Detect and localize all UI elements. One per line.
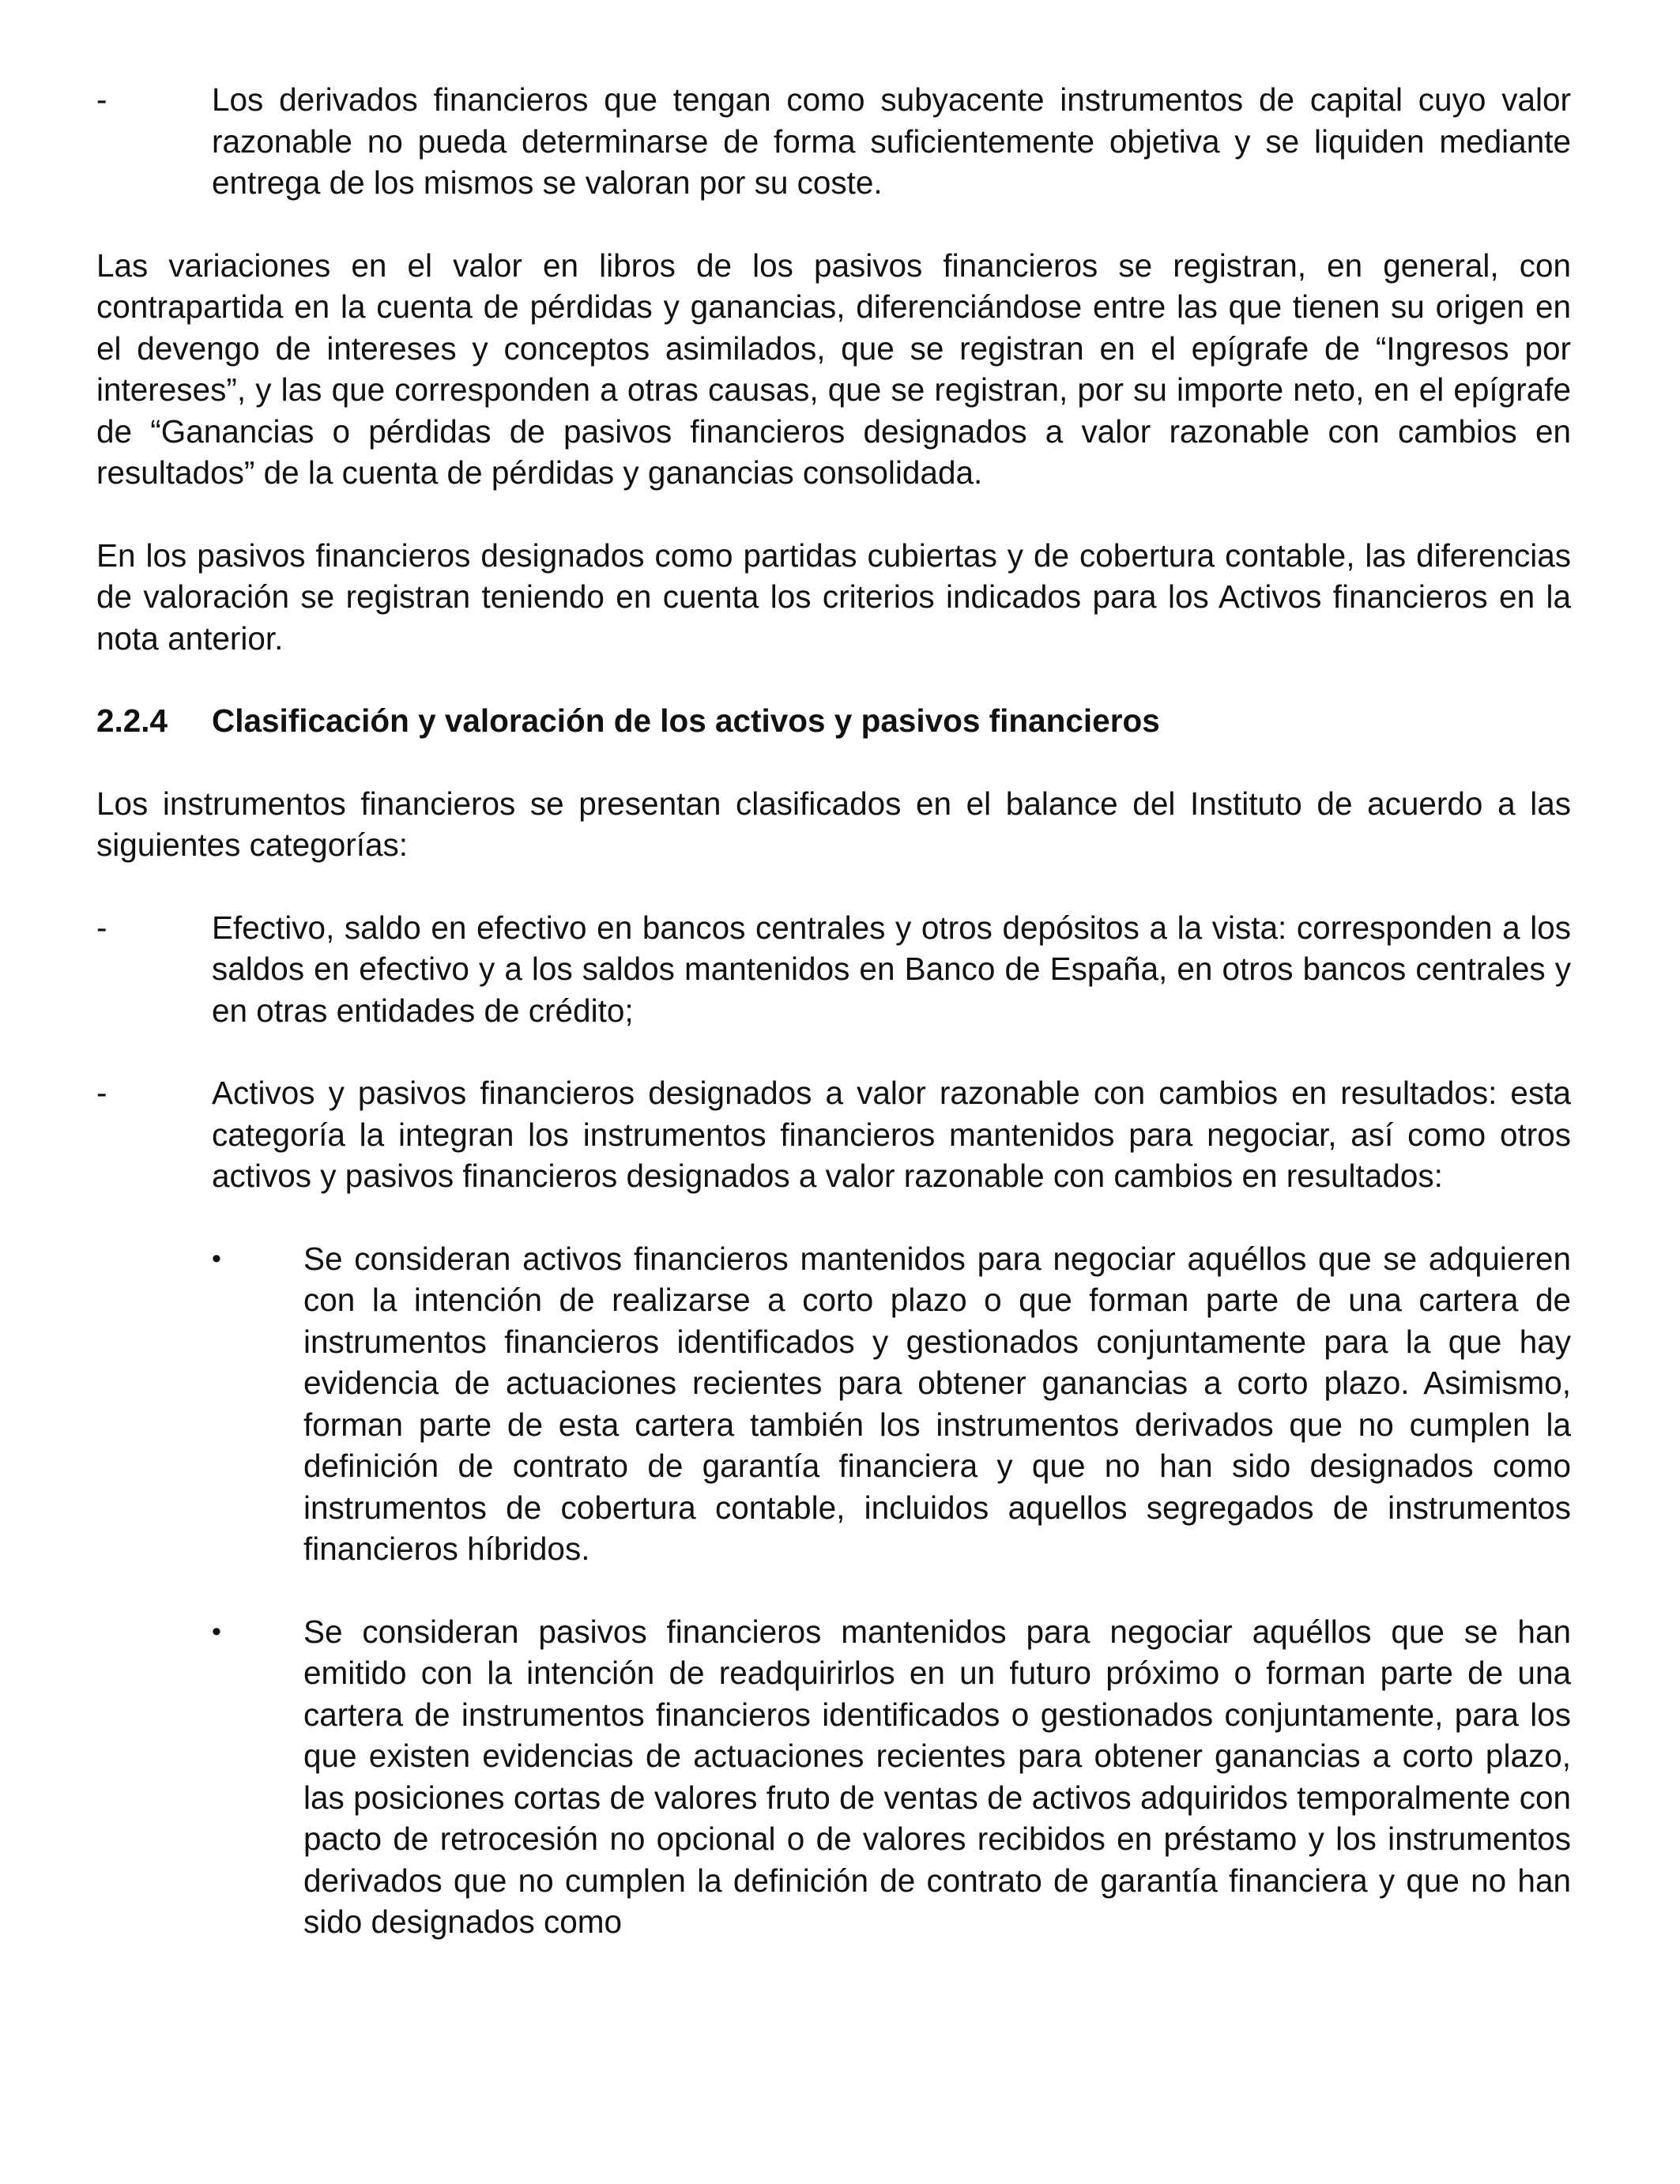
dash-marker: - [96, 909, 107, 946]
section-number: 2.2.4 [96, 702, 168, 739]
bullet-item-text: Se consideran pasivos financieros mantenidos para negociar aquéllos que se han emitido con la intención de readquirirlos en un futuro próximo o forman parte de una cartera de instrumentos financieros identificados o gestionados conjuntamente, para los que existen evidencias de actuaciones recientes para obtener ganancias a corto plazo, las posiciones cortas de valores fruto de ventas de activos adquiridos temporalmente con pacto de retrocesión no opcional o de valores recibidos en préstamo y los instrumentos derivados que no cumplen la definición de contrato de garantía financiera y que no han sido designados como [303, 1613, 1571, 1940]
document-body [96, 79, 1571, 1943]
list-item-derivados [96, 79, 1571, 204]
paragraph-intro: Los instrumentos financieros se presentan clasificados en el balance del Instituto de acuerdo a las siguientes categorías: [96, 785, 1571, 863]
list-item-efectivo [96, 907, 1571, 1032]
bullet-item-activos [96, 1238, 1571, 1570]
section-title: Clasificación y valoración de los activos y pasivos financieros [212, 702, 1160, 739]
paragraph-cobertura: En los pasivos financieros designados como partidas cubiertas y de cobertura contable, las diferencias de valoración se registran teniendo en cuenta los criterios indicados para los Activos financieros en la nota anterior. [96, 537, 1571, 657]
list-item-text: Activos y pasivos financieros designados a valor razonable con cambios en resultados: esta categoría la integran los instrumentos financieros mantenidos para negociar, así como otros activos y pasivos financieros designados a valor razonable con cambios en resultados: [212, 1075, 1571, 1194]
section-heading [96, 700, 1571, 742]
bullet-marker: • [212, 1616, 221, 1647]
bullet-item-text: Se consideran activos financieros mantenidos para negociar aquéllos que se adquieren con la intención de realizarse a corto plazo o que forman parte de una cartera de instrumentos financieros identificados y gestionados conjuntamente para la que hay evidencia de actuaciones recientes para obtener ganancias a corto plazo. Asimismo, forman parte de esta cartera también los instrumentos derivados que no cumplen la definición de contrato de garantía financiera y que no han sido designados como instrumentos de cobertura contable, incluidos aquellos segregados de instrumentos financieros híbridos. [303, 1240, 1571, 1567]
list-item-activos-pasivos [96, 1072, 1571, 1197]
bullet-marker: • [212, 1243, 221, 1274]
paragraph-variaciones: Las variaciones en el valor en libros de los pasivos financieros se registran, en general, con contrapartida en la cuenta de pérdidas y ganancias, diferenciándose entre las que tienen su origen en el devengo de intereses y conceptos asimilados, que se registran en el epígrafe de “Ingresos por intereses”, y las que corresponden a otras causas, que se registran, por su importe neto, en el epígrafe de “Ganancias o pérdidas de pasivos financieros designados a valor razonable con cambios en resultados” de la cuenta de pérdidas y ganancias consolidada. [96, 247, 1571, 491]
dash-marker: - [96, 81, 107, 118]
list-item-text: Los derivados financieros que tengan como subyacente instrumentos de capital cuyo valor razonable no pueda determinarse de forma suficientemente objetiva y se liquiden mediante entrega de los mismos se valoran por su coste. [212, 81, 1571, 201]
dash-marker: - [96, 1075, 107, 1111]
list-item-text: Efectivo, saldo en efectivo en bancos centrales y otros depósitos a la vista: corresponden a los saldos en efectivo y a los saldos mantenidos en Banco de España, en otros bancos centrales y en otras entidades de crédito; [212, 909, 1571, 1029]
bullet-item-pasivos [96, 1611, 1571, 1943]
